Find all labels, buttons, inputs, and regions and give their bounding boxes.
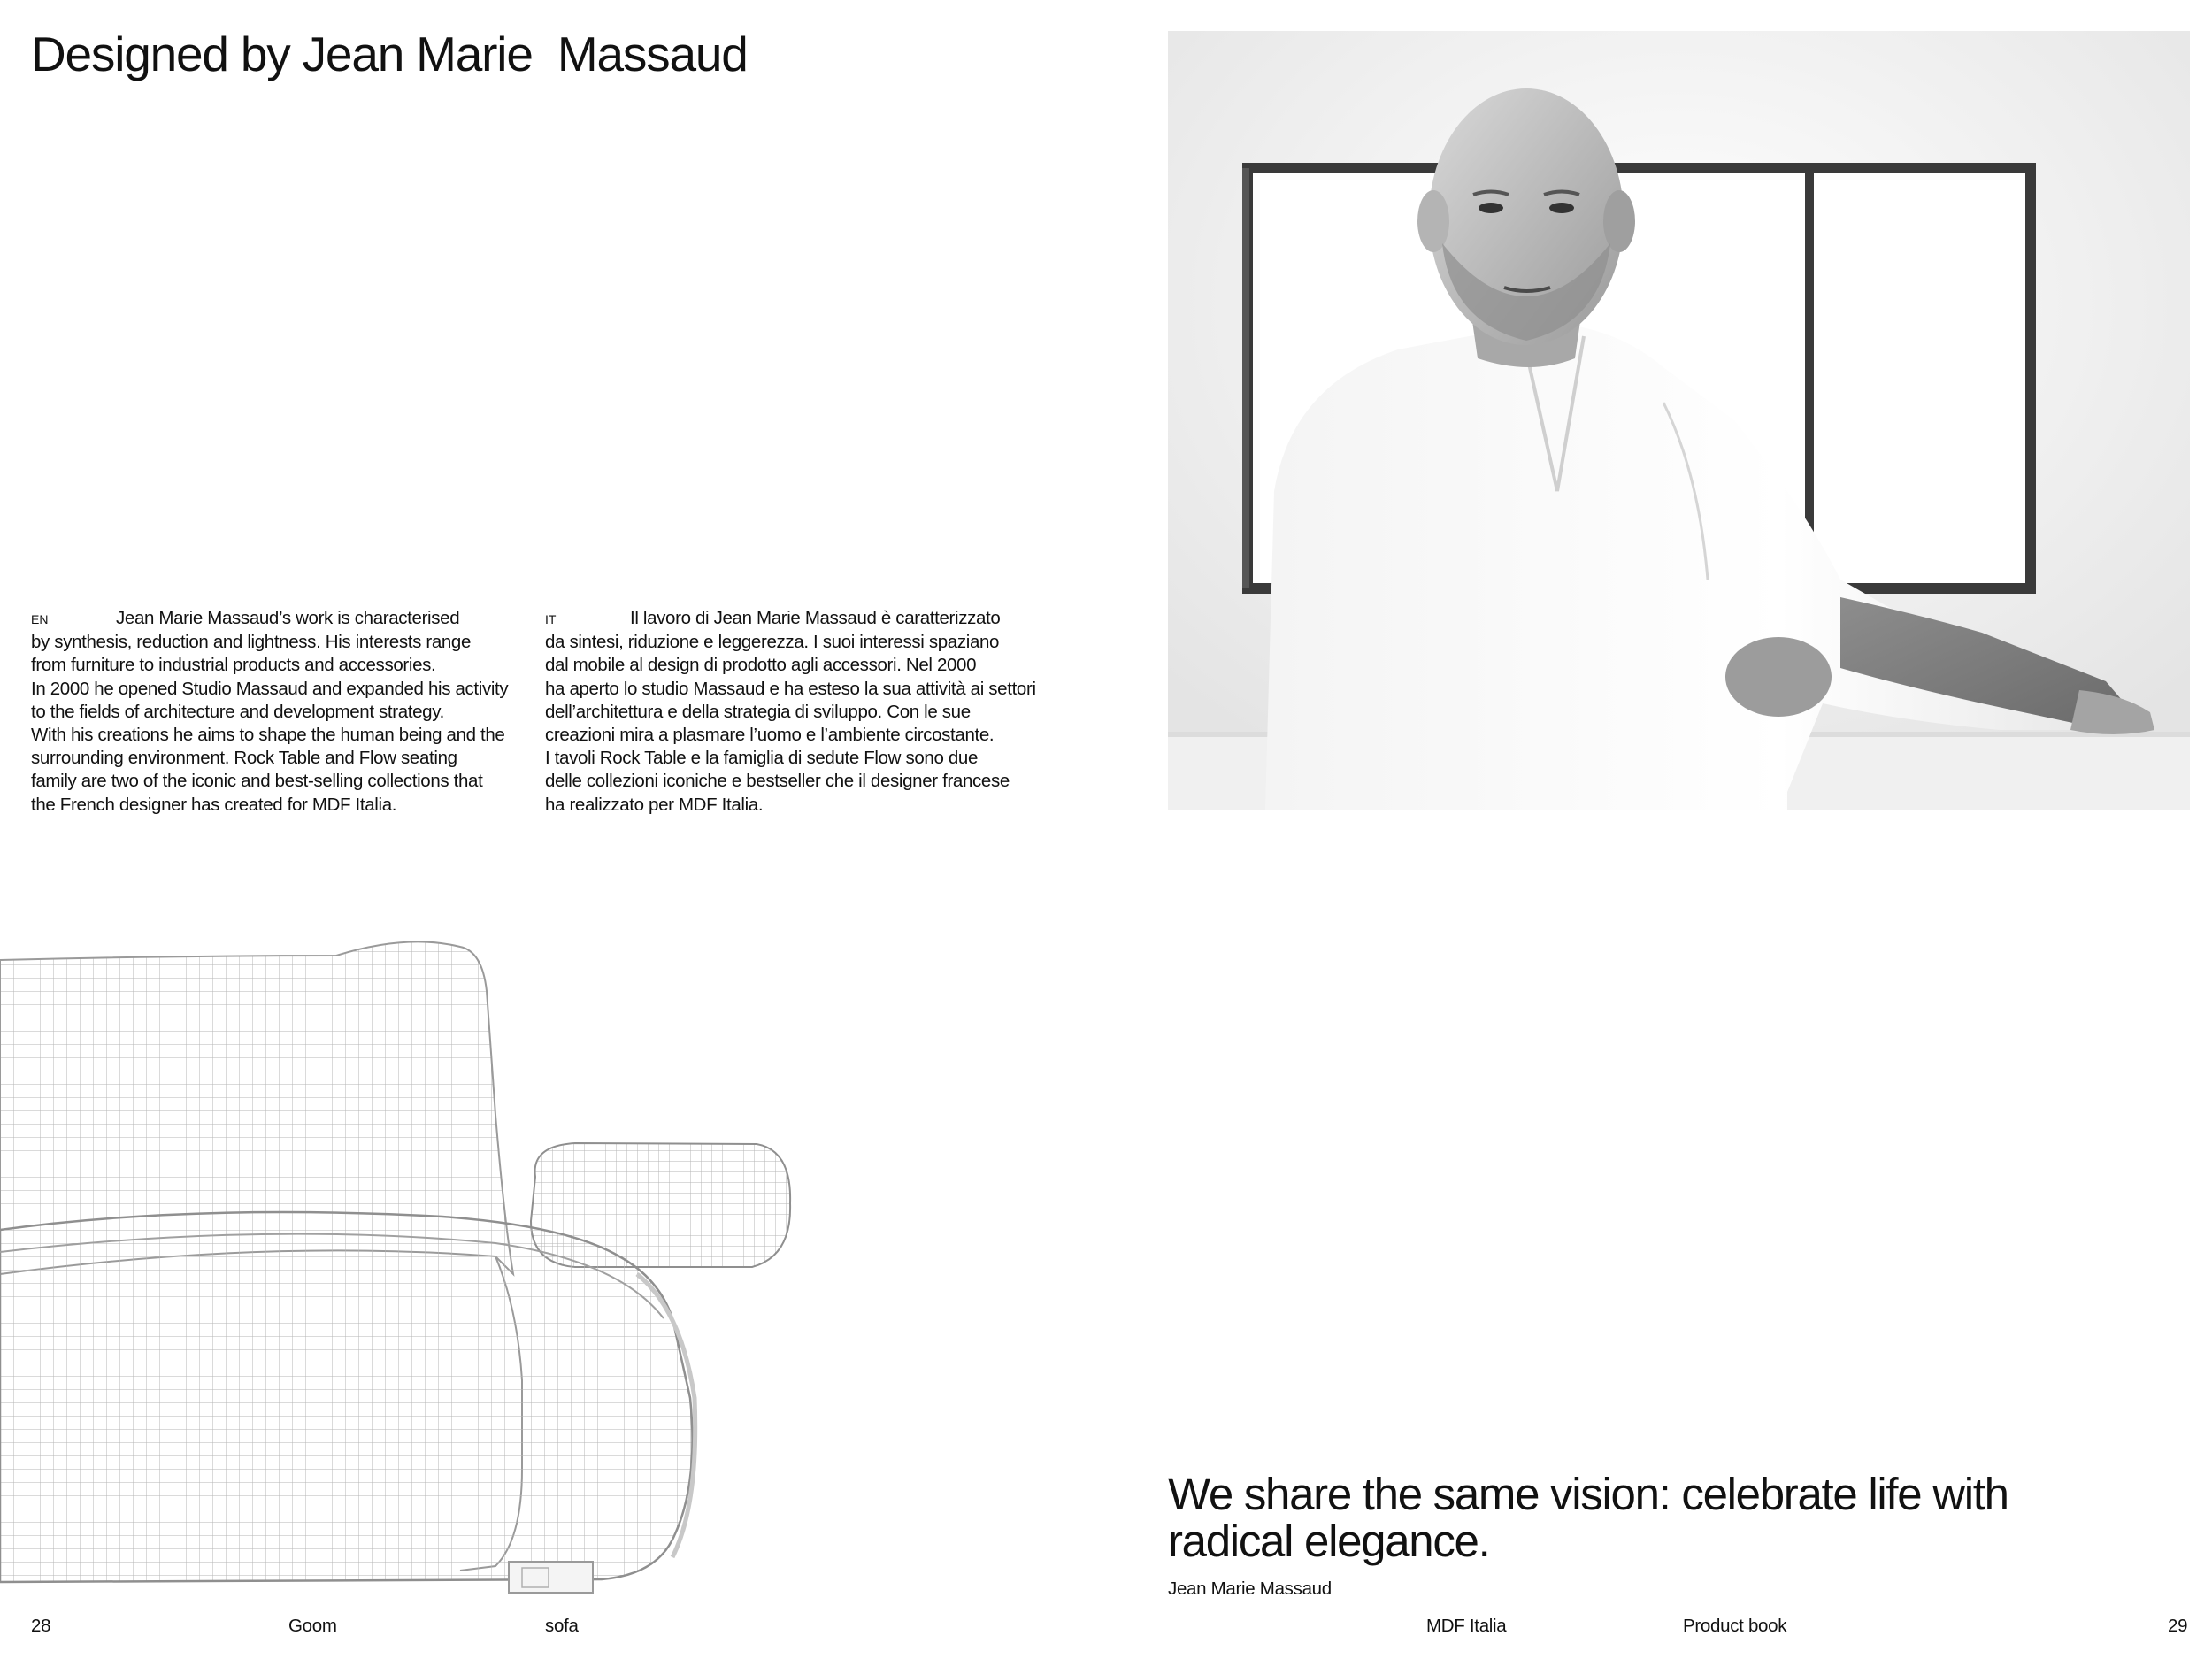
quote-author: Jean Marie Massaud (1168, 1578, 1332, 1599)
page-number-left: 28 (31, 1616, 51, 1636)
footer-brand: MDF Italia (1426, 1616, 1507, 1636)
bio-line: da sintesi, riduzione e leggerezza. I suoi interessi spaziano (545, 632, 1000, 653)
bio-line: surrounding environment. Rock Table and Flow seating (31, 748, 457, 769)
footer-product-name: Goom (288, 1616, 337, 1636)
bio-english (31, 607, 542, 817)
bio-line: Jean Marie Massaud’s work is characterised (116, 608, 460, 628)
page-title: Designed by Jean Marie Massaud (31, 27, 748, 81)
bio-line: family are two of the iconic and best-selling collections that (31, 771, 483, 792)
bio-line: the French designer has created for MDF Italia. (31, 794, 397, 815)
footer-category: sofa (545, 1616, 579, 1636)
bio-line: delle collezioni iconiche e bestseller che il designer francese (545, 771, 1010, 792)
sofa-wireframe-illustration (0, 938, 796, 1601)
bio-line: by synthesis, reduction and lightness. His interests range (31, 632, 472, 653)
bio-line: ha aperto lo studio Massaud e ha esteso la sua attività ai settori (545, 678, 1036, 699)
bio-line: In 2000 he opened Studio Massaud and expanded his activity (31, 678, 509, 699)
bio-line: dell’architettura e della strategia di sviluppo. Con le sue (545, 701, 971, 722)
bio-line: creazioni mira a plasmare l’uomo e l’ambiente circostante. (545, 725, 995, 746)
language-code: EN (31, 612, 49, 626)
quote-line: We share the same vision: celebrate life with (1168, 1469, 2008, 1519)
footer-section: Product book (1683, 1616, 1787, 1636)
bio-line: I tavoli Rock Table e la famiglia di sedute Flow sono due (545, 748, 979, 769)
bio-line: to the fields of architecture and development strategy. (31, 701, 444, 722)
bio-line: Il lavoro di Jean Marie Massaud è caratterizzato (630, 608, 1001, 628)
quote-line: radical elegance. (1168, 1516, 1490, 1566)
page-number-right: 29 (2168, 1616, 2188, 1636)
bio-line: dal mobile al design di prodotto agli accessori. Nel 2000 (545, 655, 977, 676)
designer-portrait-photo (1168, 31, 2190, 810)
bio-line: from furniture to industrial products and accessories. (31, 655, 436, 676)
bio-line: With his creations he aims to shape the human being and the (31, 725, 505, 746)
bio-italian (545, 607, 1056, 817)
bio-line: ha realizzato per MDF Italia. (545, 794, 764, 815)
language-code: IT (545, 612, 557, 626)
designer-quote (1168, 1471, 2185, 1564)
